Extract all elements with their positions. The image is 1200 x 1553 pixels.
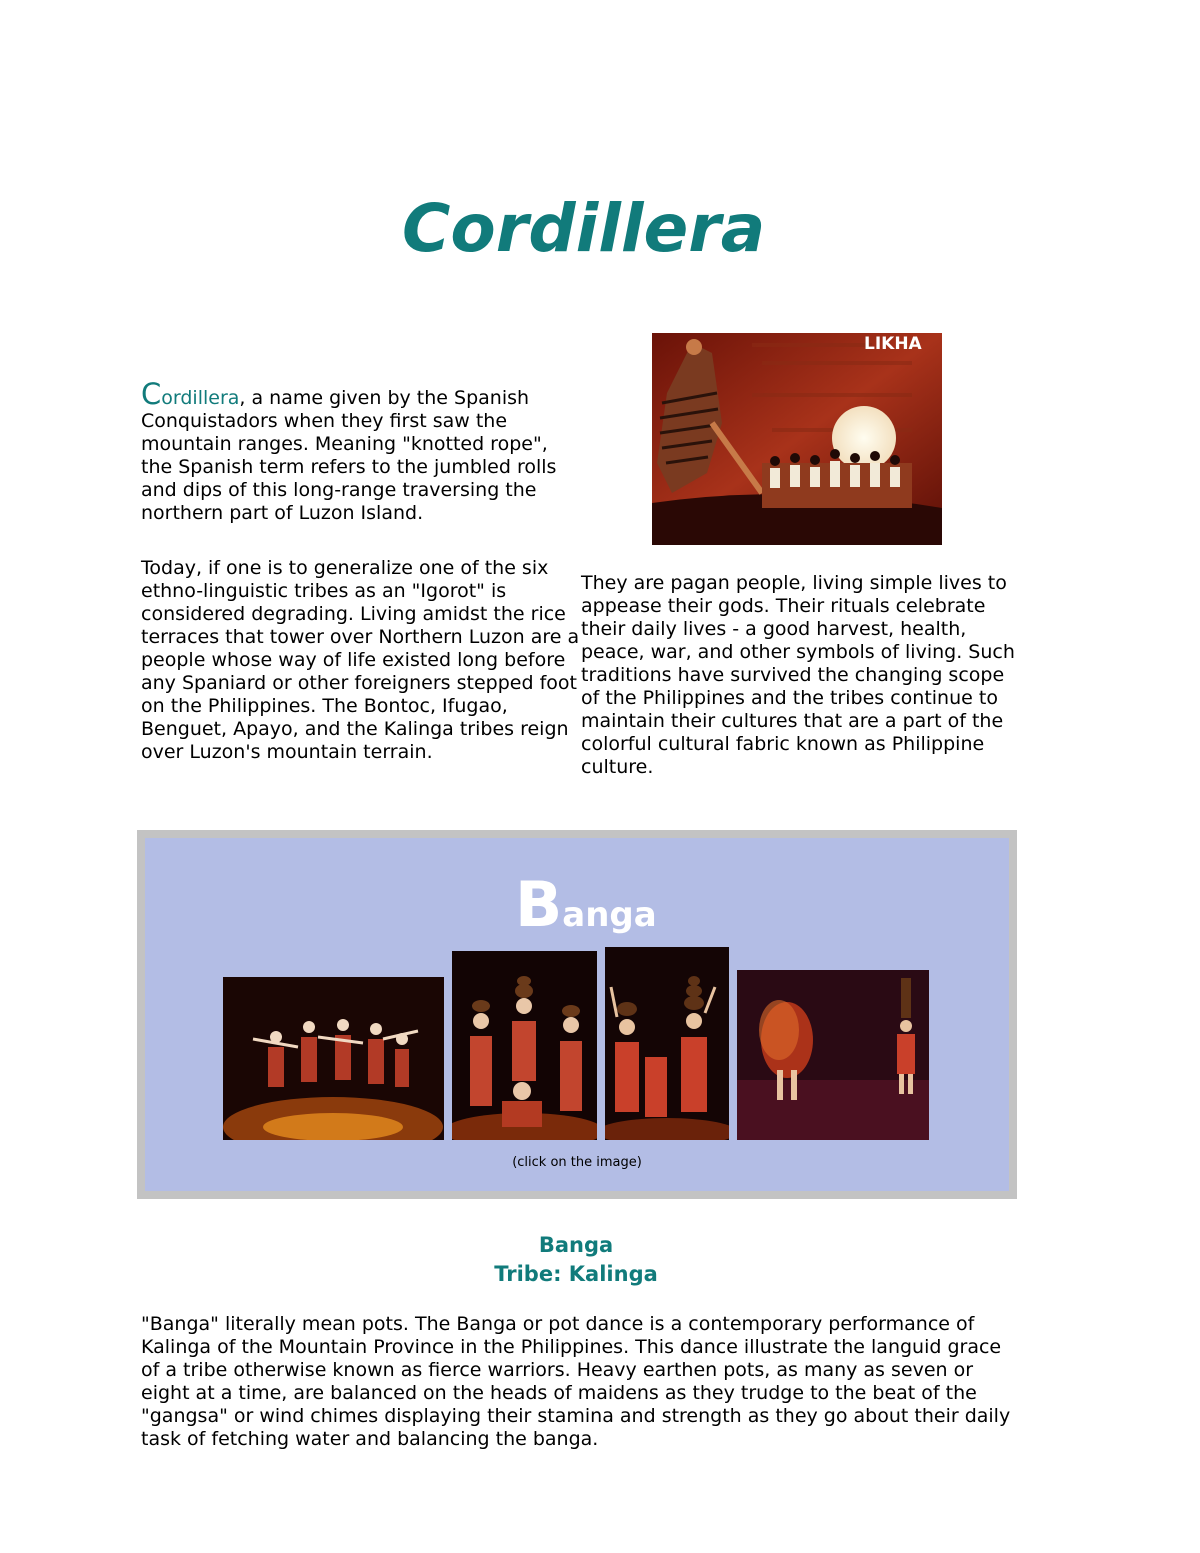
intro-text: , a name given by the Spanish Conquistadors when they first saw the mountain ranges. Meaning "knotted rope", the Spanish term refers to the jumbled rolls and dips of this long-range traversing the northern part of Luzon Island. xyxy=(141,387,557,524)
banga-heading-initial: B xyxy=(515,868,563,941)
banga-description: "Banga" literally mean pots. The Banga or pot dance is a contemporary performance of Kalinga of the Mountain Province in the Philippines. This dance illustrate the languid grace of a tribe otherwise known as fierce warriors. Heavy earthen pots, as many as seven or eight at a time, are balanced on the heads of maidens as they trudge to the beat of the "gangsa" or wind chimes displaying their stamina and strength as they go about their daily task of fetching water and balancing the banga. xyxy=(141,1313,1011,1450)
intro-paragraph xyxy=(141,377,581,525)
banga-photo-2[interactable] xyxy=(452,951,597,1140)
tribe-subtitle: Tribe: Kalinga xyxy=(494,1262,658,1286)
today-paragraph: Today, if one is to generalize one of the six ethno-linguistic tribes as an "Igorot" is considered degrading. Living amidst the rice terraces that tower over Northern Luzon are a people whose way of life existed long before any Spaniard or other foreigners stepped foot on the Philippines. The Bontoc, Ifugao, Benguet, Apayo, and the Kalinga tribes reign over Luzon's mountain terrain. xyxy=(141,557,580,763)
banga-photo-4[interactable] xyxy=(737,970,929,1140)
drop-cap: C xyxy=(141,377,162,411)
banga-photo-3[interactable] xyxy=(605,947,729,1140)
likha-label: LIKHA xyxy=(864,334,922,354)
banga-photo-1[interactable] xyxy=(223,977,444,1140)
banga-gallery-panel xyxy=(137,830,1017,1199)
likha-dance-photo xyxy=(652,333,942,545)
banga-heading xyxy=(515,868,657,941)
page-title: Cordillera xyxy=(402,190,766,267)
click-image-caption: (click on the image) xyxy=(512,1155,642,1170)
banga-heading-rest: anga xyxy=(562,895,657,935)
intro-highlight: ordillera xyxy=(161,387,240,409)
pagan-paragraph: They are pagan people, living simple lives to appease their gods. Their rituals celebrate their daily lives - a good harvest, health, peace, war, and other symbols of living. Such traditions have survived the changing scope of the Philippines and the tribes continue to maintain their cultures that are a part of the colorful cultural fabric known as Philippine culture. xyxy=(581,572,1015,778)
banga-section-title: Banga xyxy=(538,1233,614,1257)
